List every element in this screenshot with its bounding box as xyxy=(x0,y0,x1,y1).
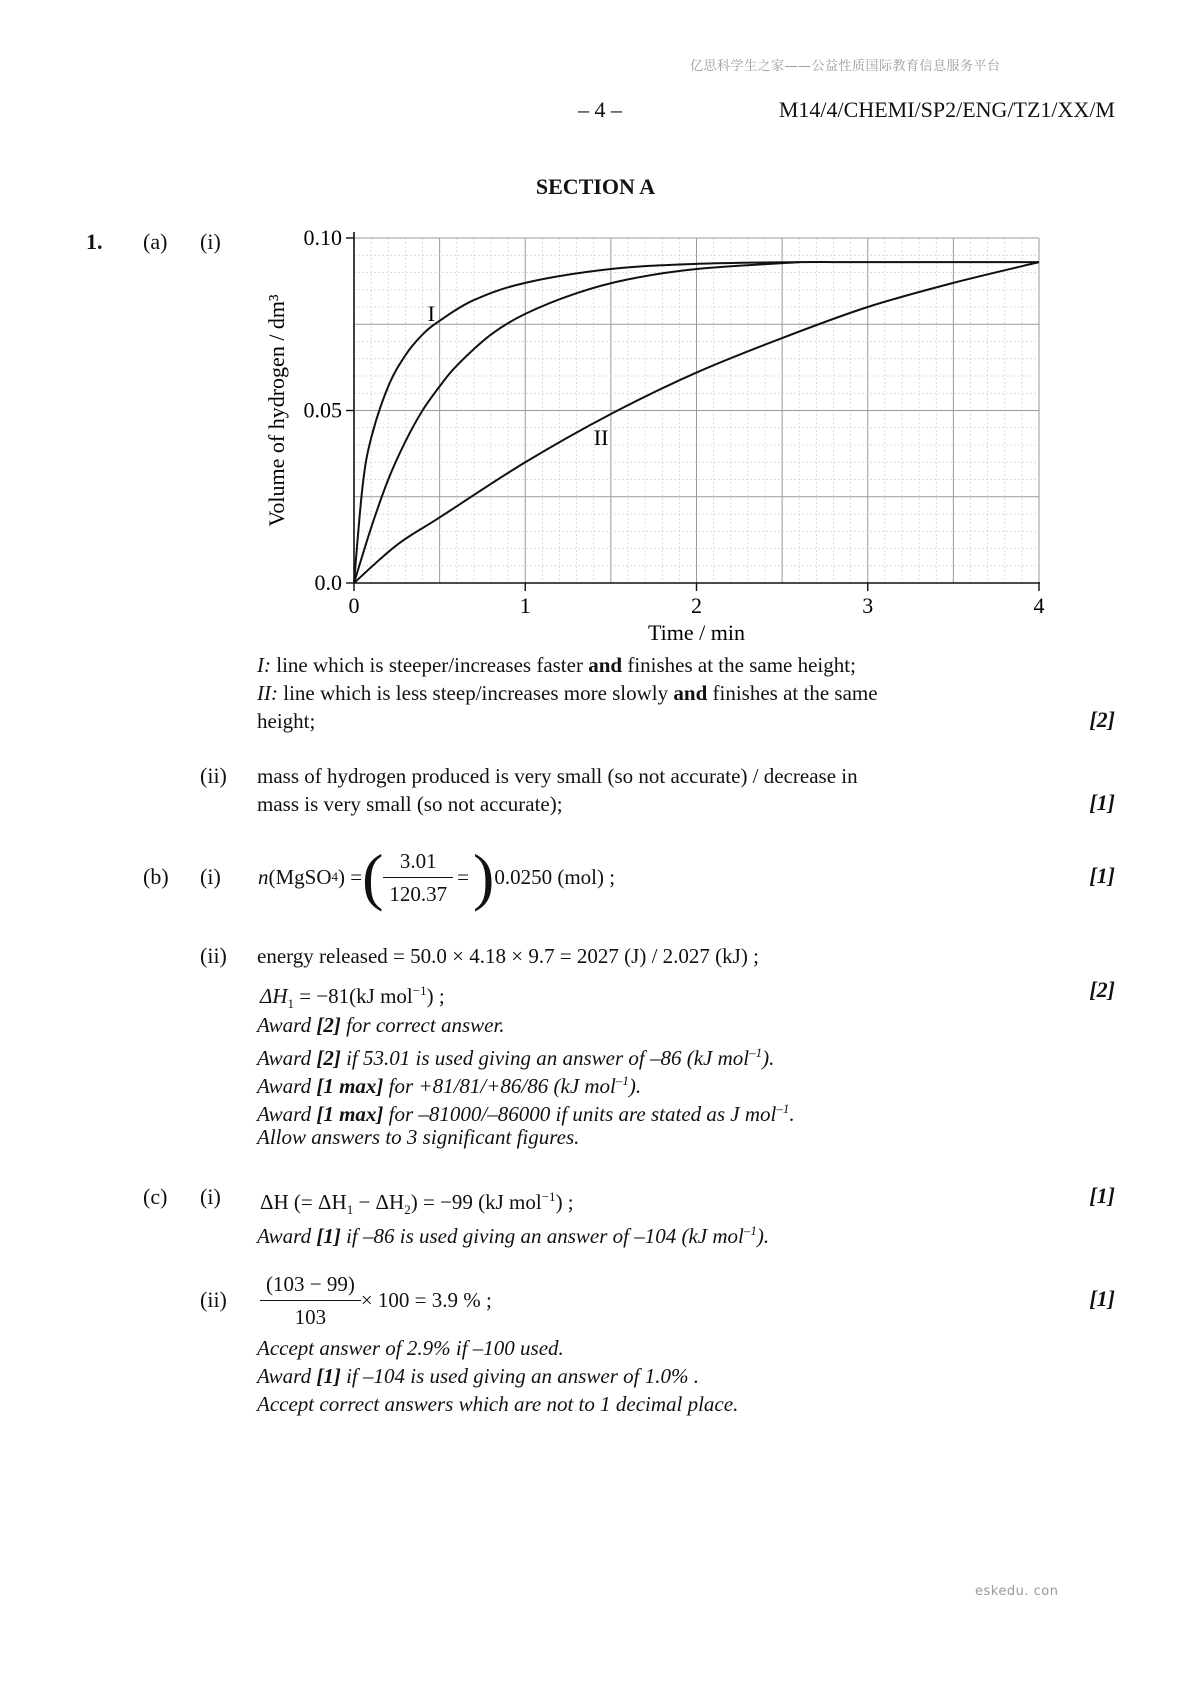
a-i-line2-text-a: line which is less steep/increases more slowly xyxy=(277,681,674,705)
b-ii-note3-a: Award xyxy=(257,1074,317,1098)
a-i-line1-text-a: line which is steeper/increases faster xyxy=(271,653,589,677)
c-i-note1-b: [1] xyxy=(316,1224,341,1248)
chart-grid xyxy=(354,238,1039,583)
part-a-i-label: (i) xyxy=(200,229,221,254)
b-ii-note2-c: if 53.01 is used giving an answer of –86 (kJ mol xyxy=(340,1046,750,1070)
b-ii-line1: energy released = 50.0 × 4.18 × 9.7 = 2027 (J) / 2.027 (kJ) ; xyxy=(257,944,759,968)
y-tick-label: 0.0 xyxy=(314,570,342,595)
c-i-c: ) = −99 (kJ mol xyxy=(410,1190,542,1214)
b-ii-note2-sup: –1 xyxy=(749,1045,763,1060)
c-i-note1-c: if –86 is used giving an answer of –104 (kJ mol xyxy=(340,1224,744,1248)
b-i-lhs: (MgSO xyxy=(268,865,332,889)
x-tick-label: 0 xyxy=(348,593,360,618)
part-b-i-label: (i) xyxy=(200,864,221,889)
c-i-b: − ΔH xyxy=(353,1190,405,1214)
b-i-denominator: 120.37 xyxy=(389,881,448,906)
c-ii-numerator: (103 − 99) xyxy=(260,1270,361,1301)
c-i-note1-d: ). xyxy=(756,1224,770,1248)
c-ii-note1: Accept answer of 2.9% if –100 used. xyxy=(257,1336,564,1360)
x-tick-label: 1 xyxy=(519,593,531,618)
b-ii-note3-c: for +81/81/+86/86 (kJ mol xyxy=(383,1074,616,1098)
part-b-ii-label: (ii) xyxy=(200,943,227,968)
c-i-a: ΔH (= ΔH xyxy=(260,1190,347,1214)
b-ii-note1 xyxy=(257,1011,505,1039)
b-i-n: n xyxy=(258,865,269,889)
b-i-numerator: 3.01 xyxy=(383,847,453,878)
b-ii-note3-sup: –1 xyxy=(615,1073,629,1088)
part-a-ii-label: (ii) xyxy=(200,763,227,788)
y-tick-label: 0.10 xyxy=(303,225,342,250)
b-i-sub4: 4 xyxy=(331,869,339,884)
b-ii-note4-sup: –1 xyxy=(776,1101,790,1116)
x-tick-label: 2 xyxy=(691,593,702,618)
c-ii-note2-c: if –104 is used giving an answer of 1.0% . xyxy=(340,1364,699,1388)
c-i-note1-sup: –1 xyxy=(743,1223,757,1238)
b-ii-marks: [2] xyxy=(1089,977,1115,1002)
b-i-marks: [1] xyxy=(1089,863,1115,888)
a-i-line2 xyxy=(257,679,878,707)
b-ii-sub1: 1 xyxy=(287,996,294,1012)
b-ii-note2-b: [2] xyxy=(316,1046,341,1070)
b-i-equation xyxy=(258,838,615,916)
a-i-line1 xyxy=(257,651,856,679)
b-i-result: 0.0250 (mol) ; xyxy=(494,865,616,889)
b-ii-note4-c: for –81000/–86000 if units are stated as J mol xyxy=(383,1102,777,1126)
b-ii-note1-b: [2] xyxy=(316,1013,341,1037)
b-ii-note2-a: Award xyxy=(257,1046,317,1070)
c-i-note1-a: Award xyxy=(257,1224,317,1248)
c-ii-rest: × 100 = 3.9 % ; xyxy=(360,1288,492,1312)
b-ii-note2-d: ). xyxy=(762,1046,775,1070)
a-i-line2-and: and xyxy=(673,681,708,705)
a-i-line1-text-b: finishes at the same height; xyxy=(622,653,856,677)
x-tick-label: 3 xyxy=(862,593,874,618)
b-ii-note3-d: ). xyxy=(628,1074,642,1098)
x-axis-label: Time / min xyxy=(648,620,745,640)
b-ii-dh-end: ) ; xyxy=(426,984,445,1008)
c-ii-fraction xyxy=(260,1270,361,1331)
c-ii-note2-a: Award xyxy=(257,1364,317,1388)
a-ii-line1: mass of hydrogen produced is very small (so not accurate) / decrease in xyxy=(257,764,858,788)
b-ii-dh-rest: = −81(kJ mol xyxy=(294,984,413,1008)
a-i-marks: [2] xyxy=(1089,707,1115,732)
paper-code: M14/4/CHEMI/SP2/ENG/TZ1/XX/M xyxy=(778,97,1115,122)
part-c-ii-label: (ii) xyxy=(200,1287,227,1312)
b-ii-note4-b: [1 max] xyxy=(316,1102,384,1126)
c-ii-equation xyxy=(260,1265,492,1335)
c-i-note1 xyxy=(257,1217,769,1250)
series-label-II: II xyxy=(593,425,609,450)
c-i-sub1: 1 xyxy=(346,1202,354,1218)
a-i-line2-label: II: xyxy=(257,681,278,705)
b-i-fraction xyxy=(383,847,453,908)
part-c-label: (c) xyxy=(143,1184,168,1209)
series-label-I: I xyxy=(427,300,435,326)
c-i-marks: [1] xyxy=(1089,1183,1115,1208)
watermark-top: 亿思科学生之家——公益性质国际教育信息服务平台 xyxy=(690,59,1001,74)
part-c-i-label: (i) xyxy=(200,1184,221,1209)
b-ii-note3-b: [1 max] xyxy=(316,1074,384,1098)
b-ii-note4-d: . xyxy=(789,1102,795,1126)
hydrogen-volume-chart xyxy=(250,220,1070,640)
c-ii-denominator: 103 xyxy=(294,1304,327,1329)
a-i-line2-text-b: finishes at the same xyxy=(707,681,878,705)
chart-ticks xyxy=(304,225,1045,618)
y-tick-label: 0.05 xyxy=(303,397,342,423)
x-tick-label: 4 xyxy=(1033,593,1045,618)
part-a-label: (a) xyxy=(143,229,168,254)
b-ii-note4-a: Award xyxy=(257,1102,317,1126)
a-i-line1-label: I: xyxy=(257,653,271,677)
c-ii-note2 xyxy=(257,1362,699,1390)
c-i-sub2: 2 xyxy=(404,1202,411,1218)
a-i-line1-and: and xyxy=(588,653,623,677)
y-axis-label: Volume of hydrogen / dm³ xyxy=(264,294,289,527)
a-ii-line2: mass is very small (so not accurate); xyxy=(257,792,563,816)
a-ii-marks: [1] xyxy=(1089,790,1115,815)
part-b-label: (b) xyxy=(143,864,169,889)
b-ii-dh: ΔH xyxy=(260,984,288,1008)
question-number: 1. xyxy=(86,229,103,254)
b-ii-sup: −1 xyxy=(412,983,427,998)
a-i-line3: height; xyxy=(257,709,316,733)
section-title: SECTION A xyxy=(535,174,656,199)
b-ii-note1-c: for correct answer. xyxy=(340,1013,505,1037)
c-i-d: ) ; xyxy=(555,1190,574,1214)
watermark-bottom: eskedu. con xyxy=(975,1584,1059,1599)
b-i-close-paren: ) xyxy=(473,841,495,912)
c-i-sup: −1 xyxy=(541,1189,556,1204)
c-ii-note2-b: [1] xyxy=(316,1364,341,1388)
b-i-lhs-end: ) = xyxy=(338,865,363,889)
b-ii-note1-a: Award xyxy=(257,1013,317,1037)
b-i-equals: = xyxy=(457,865,470,889)
b-ii-note5: Allow answers to 3 significant figures. xyxy=(257,1125,580,1149)
b-i-open-paren: ( xyxy=(362,841,384,912)
c-ii-note3: Accept correct answers which are not to 1 decimal place. xyxy=(257,1392,739,1416)
c-ii-marks: [1] xyxy=(1089,1286,1115,1311)
page-number: – 4 – xyxy=(578,97,622,122)
